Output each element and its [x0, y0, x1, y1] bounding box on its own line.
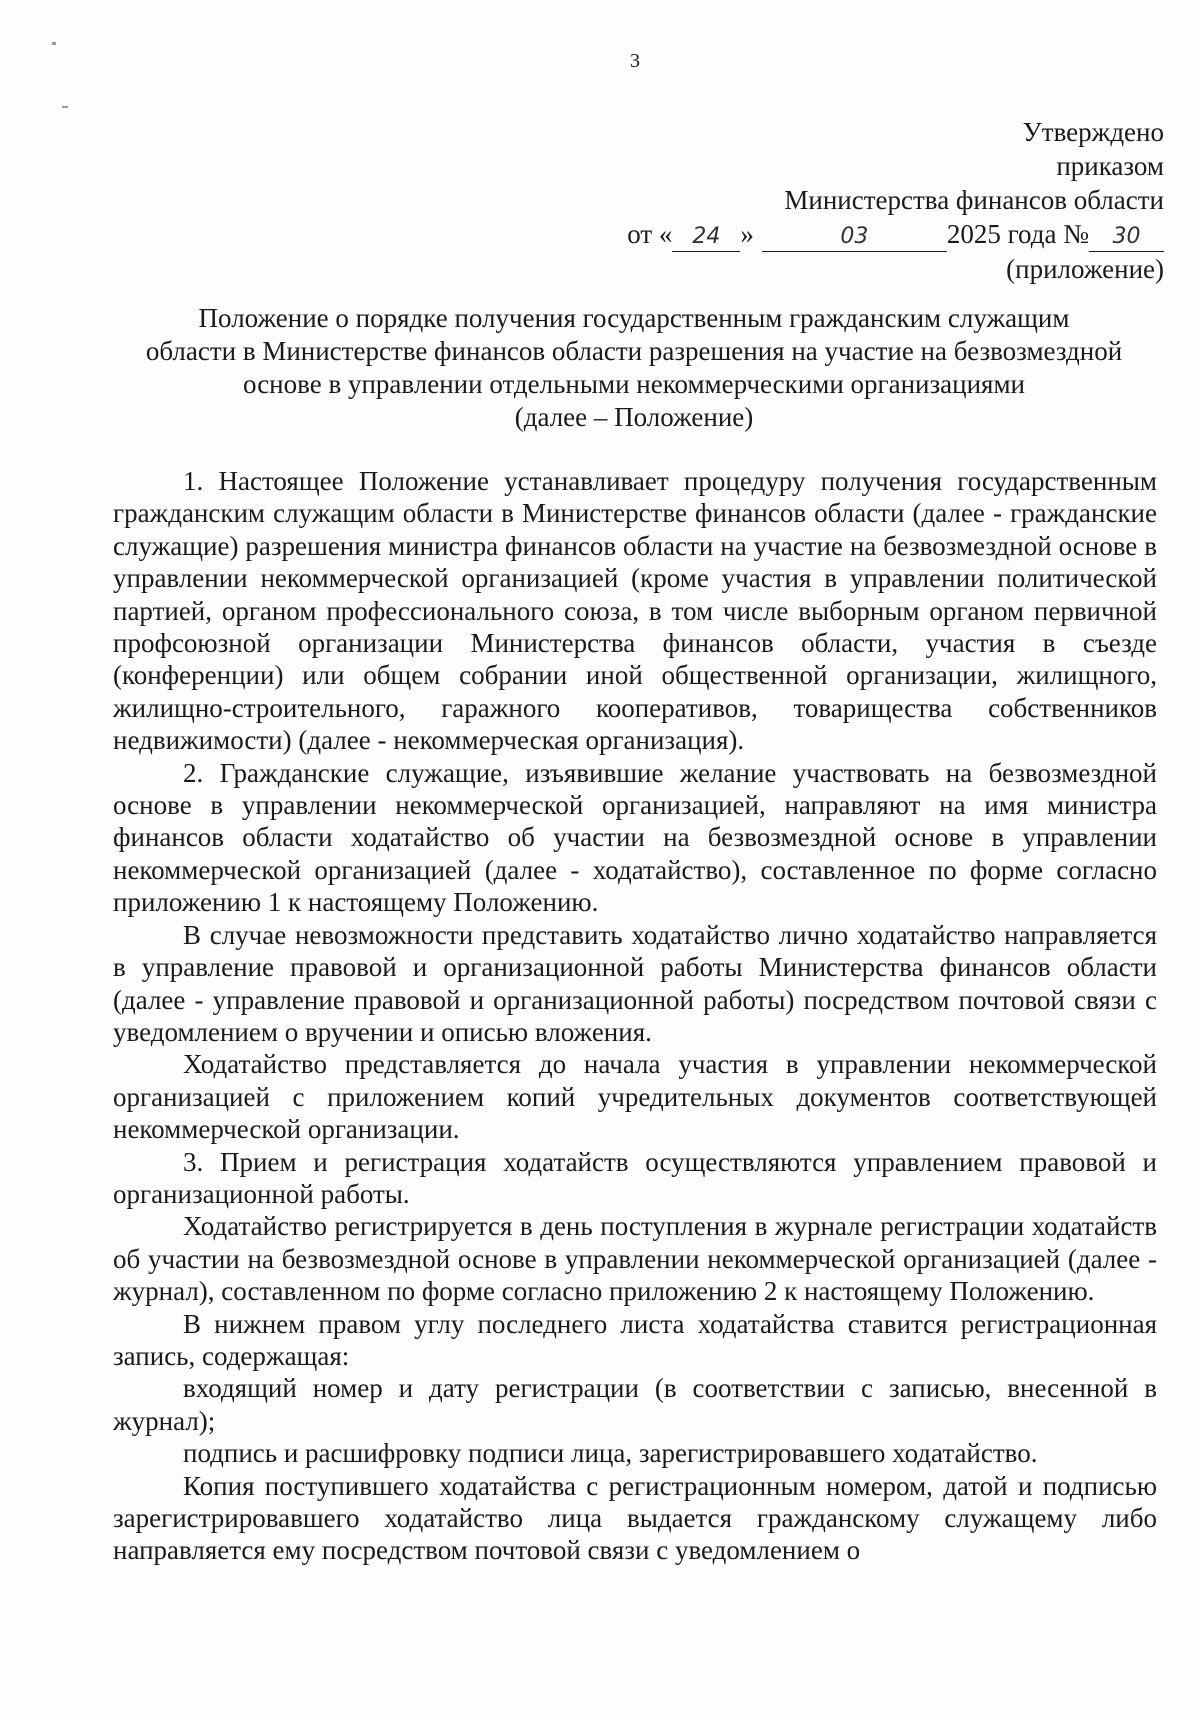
paragraph: подпись и расшифровку подписи лица, зарегистрировавшего ходатайство.: [183, 1438, 1038, 1469]
handwritten-order-number: 30: [1089, 223, 1164, 252]
paragraph: Копия поступившего ходатайства с регистрационным номером, датой и подписью зарегистрировавшего ходатайство лица выдается гражданскому служащему либо направляется ему посредством почтовой связи с уведомлением о: [113, 1470, 1157, 1566]
date-close-quote: »: [740, 219, 754, 249]
title-line: (далее – Положение): [514, 402, 754, 432]
approval-line-ministry: Министерства финансов области: [784, 185, 1164, 215]
year-text: 2025 года №: [946, 219, 1089, 249]
approval-line-order: приказом: [1056, 151, 1164, 181]
title-line: области в Министерстве финансов области разрешения на участие на безвозмездной: [145, 336, 1123, 366]
approval-line-appendix: (приложение): [1006, 254, 1164, 284]
scan-speck: [62, 106, 68, 108]
page-number: 3: [630, 50, 640, 72]
paragraph: В случае невозможности представить ходатайство лично ходатайство направляется в управление правовой и организационной работы Министерства финансов области (далее - управление правовой и организационной работы) посредством почтовой связи с уведомлением о вручении и описью вложения.: [113, 919, 1157, 1047]
paragraph: входящий номер и дату регистрации (в соответствии с записью, внесенной в журнал);: [113, 1373, 1157, 1436]
title-line: основе в управлении отдельными некоммерческими организациями: [243, 369, 1025, 399]
handwritten-month: 03: [762, 223, 947, 252]
date-prefix: от «: [627, 219, 673, 249]
paragraph: Ходатайство регистрируется в день поступления в журнале регистрации ходатайств об участии на безвозмездной основе в управлении некоммерческой организацией (далее - журнал), составленном по форме согласно приложению 2 к настоящему Положению.: [113, 1211, 1157, 1307]
paragraph: Ходатайство представляется до начала участия в управлении некоммерческой организацией с приложением копий учредительных документов соответствующей некоммерческой организации.: [113, 1049, 1157, 1145]
document-title: [108, 302, 1160, 434]
approval-date-line: [464, 217, 1164, 252]
document-body: [113, 465, 1157, 1567]
approval-line-approved: Утверждено: [1022, 117, 1164, 147]
paragraph: 3. Прием и регистрация ходатайств осуществляются управлением правовой и организационной работы.: [113, 1146, 1157, 1209]
paragraph: 1. Настоящее Положение устанавливает процедуру получения государственным гражданским служащим области в Министерстве финансов области (далее - гражданские служащие) разрешения министра финансов области на участие на безвозмездной основе в управлении некоммерческой организацией (кроме участия в управлении политической партией, органом профессионального союза, в том числе выборным органом первичной профсоюзной организации Министерства финансов области, участия в съезде (конференции) или общем собрании иной общественной организации, жилищного, жилищно-строительного, гаражного кооперативов, товарищества собственников недвижимости) (далее - некоммерческая организация).: [113, 466, 1157, 756]
handwritten-day: 24: [672, 223, 740, 252]
scan-speck: [52, 42, 56, 45]
title-line: Положение о порядке получения государственным гражданским служащим: [198, 303, 1070, 333]
paragraph: В нижнем правом углу последнего листа ходатайства ставится регистрационная запись, содержащая:: [113, 1308, 1157, 1371]
approval-block: [464, 115, 1164, 286]
paragraph: 2. Гражданские служащие, изъявившие желание участвовать на безвозмездной основе в управлении некоммерческой организацией, направляют на имя министра финансов области ходатайство об участии на безвозмездной основе в управлении некоммерческой организацией (далее - ходатайство), составленное по форме согласно приложению 1 к настоящему Положению.: [113, 757, 1157, 918]
